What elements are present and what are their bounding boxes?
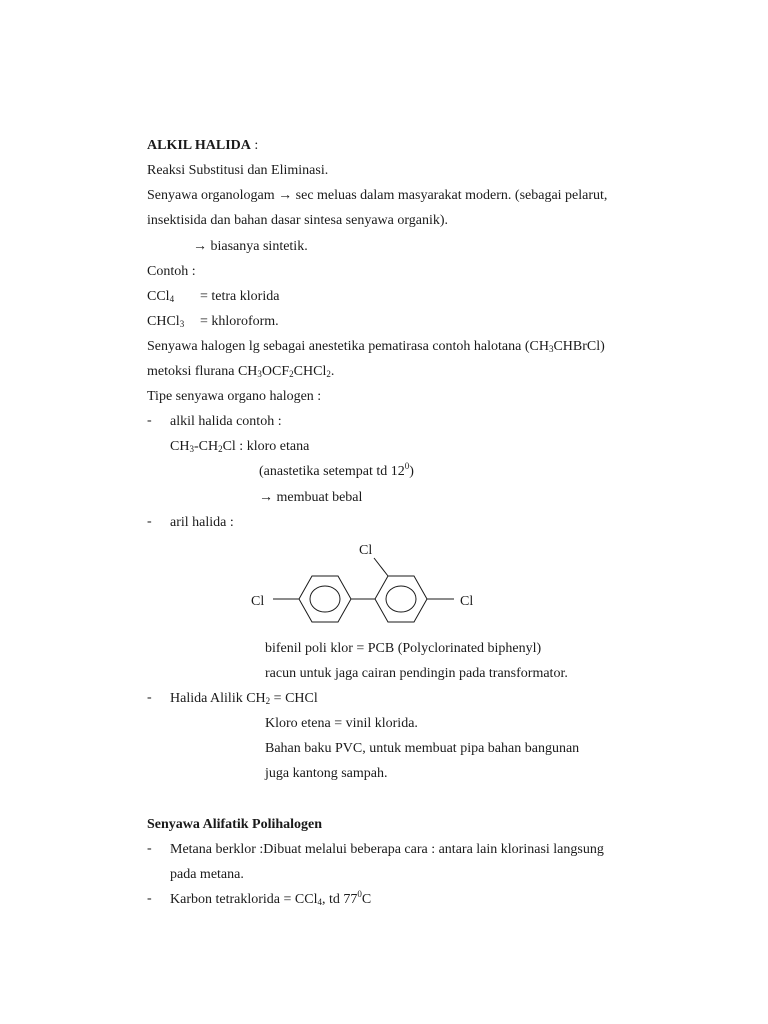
list-item-metana-berklor: Metana berklor :Dibuat melalui beberapa cara : antara lain klorinasi langsung xyxy=(170,842,604,857)
cl-right-label: Cl xyxy=(460,594,474,609)
list-item-alkil-halida: alkil halida contoh : xyxy=(170,414,282,429)
text-segment: C xyxy=(361,892,372,907)
text-segment: Senyawa halogen lg sebagai anestetika pematirasa contoh halotana (CH xyxy=(147,339,549,354)
text-segment: (anastetika setempat td 12 xyxy=(259,464,405,479)
list-item-karbon-tetraklorida xyxy=(170,891,371,909)
text-segment: OCF xyxy=(261,364,290,379)
text-segment: -CH xyxy=(193,439,219,454)
text-segment: = CHCl xyxy=(270,691,318,706)
text-line-pada-metana: pada metana. xyxy=(170,867,244,882)
benzene-ring-left xyxy=(299,576,351,622)
text-line-reaksi: Reaksi Substitusi dan Eliminasi. xyxy=(147,163,329,178)
subscript: 4 xyxy=(317,897,322,907)
text-line-bifenil: bifenil poli klor = PCB (Polyclorinated biphenyl) xyxy=(265,641,542,656)
text-line-metoksi-flurana xyxy=(147,363,334,381)
text-line-organologam: Senyawa organologam → sec meluas dalam masyarakat modern. (sebagai pelarut, xyxy=(147,188,608,203)
formula-subscript: 3 xyxy=(179,319,185,329)
text-segment: ) xyxy=(409,464,414,479)
text-line-racun: racun untuk jaga cairan pendingin pada transformator. xyxy=(265,666,568,681)
text-line-tipe-senyawa: Tipe senyawa organo halogen : xyxy=(147,389,322,404)
text-line-contoh: Contoh : xyxy=(147,264,196,279)
text-segment: Cl : kloro etana xyxy=(222,439,310,454)
list-item-halida-alilik xyxy=(170,690,318,708)
text-line-membuat-bebal: → membuat bebal xyxy=(259,490,363,505)
pcb-structure-diagram xyxy=(240,536,490,628)
heading-colon: : xyxy=(250,138,259,153)
heading-alkil-halida xyxy=(147,137,258,155)
text-segment: Halida Alilik CH xyxy=(170,691,266,706)
benzene-ring-right xyxy=(375,576,427,622)
text-segment: . xyxy=(330,364,335,379)
subscript: 3 xyxy=(257,369,262,379)
subscript: 2 xyxy=(289,369,294,379)
text-line-insektisida: insektisida dan bahan dasar sintesa senyawa organik). xyxy=(147,213,449,228)
formula-text: CCl xyxy=(147,289,170,304)
list-dash: - xyxy=(147,690,152,705)
list-dash: - xyxy=(147,891,152,906)
formula-chcl3 xyxy=(147,313,184,331)
heading-text: ALKIL HALIDA xyxy=(147,138,251,153)
superscript: 0 xyxy=(357,889,362,899)
list-item-aril-halida: aril halida : xyxy=(170,515,234,530)
text-line-bahan-baku: Bahan baku PVC, untuk membuat pipa bahan bangunan xyxy=(265,741,580,756)
subscript: 3 xyxy=(189,444,194,454)
formula-ccl4 xyxy=(147,288,174,306)
formula-subscript: 4 xyxy=(169,294,175,304)
formula-text: CHCl xyxy=(147,314,180,329)
text-segment: CHBrCl) xyxy=(553,339,605,354)
formula-kloro-etana xyxy=(170,438,309,456)
text-segment: , td 77 xyxy=(321,892,358,907)
formula-chcl3-name: = khloroform. xyxy=(200,314,279,329)
list-dash: - xyxy=(147,514,152,529)
superscript: 0 xyxy=(404,461,410,471)
subscript: 3 xyxy=(548,344,554,354)
list-dash: - xyxy=(147,413,152,428)
aromatic-circle-left xyxy=(310,586,340,612)
subscript: 2 xyxy=(326,369,331,379)
text-line-halotana xyxy=(147,338,605,356)
cl-left-label: Cl xyxy=(251,594,265,609)
heading-alifatik-polihalogen: Senyawa Alifatik Polihalogen xyxy=(147,817,323,832)
subscript: 2 xyxy=(218,444,223,454)
subscript: 2 xyxy=(265,696,271,706)
cl-top-label: Cl xyxy=(359,543,373,558)
formula-ccl4-name: = tetra klorida xyxy=(200,289,280,304)
text-segment: Karbon tetraklorida = CCl xyxy=(170,892,318,907)
bond-top-cl xyxy=(374,558,388,576)
text-segment: CH xyxy=(170,439,190,454)
text-line-anastetika xyxy=(259,463,414,481)
aromatic-circle-right xyxy=(386,586,416,612)
list-dash: - xyxy=(147,841,152,856)
text-line-sintetik: → biasanya sintetik. xyxy=(193,239,308,254)
text-segment: CHCl xyxy=(293,364,327,379)
text-segment: metoksi flurana CH xyxy=(147,364,258,379)
text-line-kantong: juga kantong sampah. xyxy=(265,766,388,781)
text-line-kloro-etena: Kloro etena = vinil klorida. xyxy=(265,716,418,731)
